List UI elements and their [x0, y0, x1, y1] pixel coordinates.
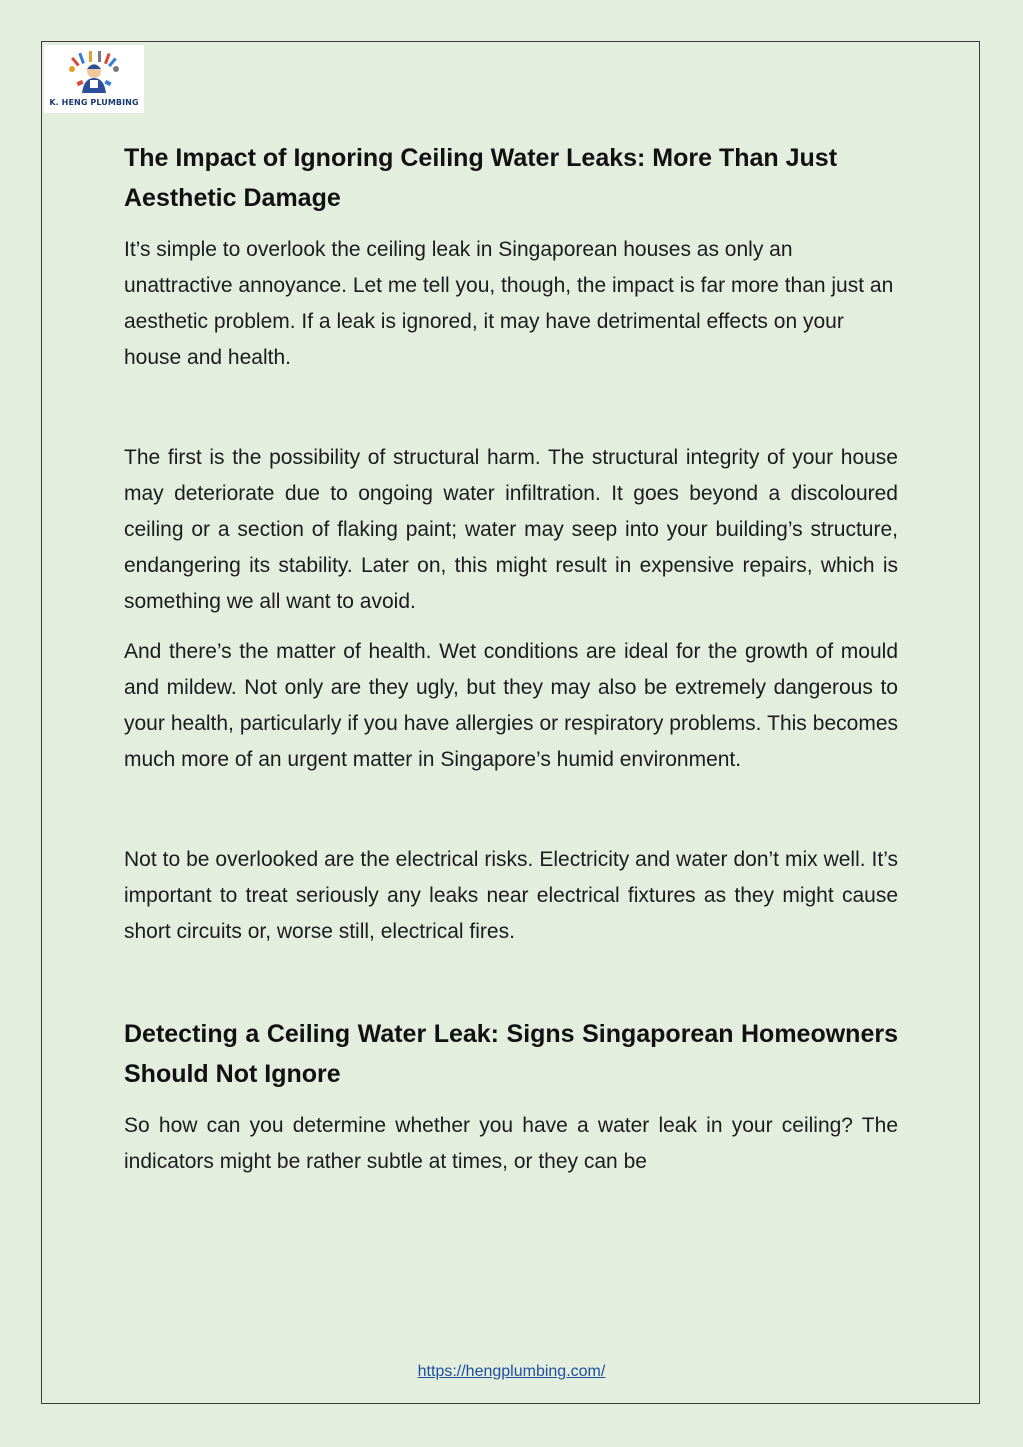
- paragraph-structural: The first is the possibility of structural harm. The structural integrity of your house may deteriorate due to ongoing water infiltration. It goes beyond a discoloured ceiling or a section of flaking paint; water may seep into your building’s structure, endangering its stability. Later on, this might result in expensive repairs, which is something we all want to avoid.: [124, 446, 898, 613]
- section-heading-detecting: Detecting a Ceiling Water Leak: Signs Singaporean Homeowners Should Not Ignore: [124, 1020, 898, 1088]
- website-link[interactable]: https://hengplumbing.com/: [417, 1363, 606, 1380]
- logo-text: K. HENG PLUMBING: [49, 98, 139, 107]
- company-logo: [44, 45, 144, 113]
- paragraph-detecting: So how can you determine whether you have a water leak in your ceiling? The indicators might be rather subtle at times, or they can be: [124, 1114, 898, 1173]
- paragraph-electrical: Not to be overlooked are the electrical risks. Electricity and water don’t mix well. It’s important to treat seriously any leaks near electrical fixtures as they might cause short circuits or, worse still, electrical fires.: [124, 848, 898, 943]
- section-heading-impact: The Impact of Ignoring Ceiling Water Leaks: More Than Just Aesthetic Damage: [124, 144, 838, 212]
- paragraph-health: And there’s the matter of health. Wet conditions are ideal for the growth of mould and mildew. Not only are they ugly, but they may also be extremely dangerous to your health, particularly if you have allergies or respiratory problems. This becomes much more of an urgent matter in Singapore’s humid environment.: [124, 640, 898, 771]
- paragraph-intro: It’s simple to overlook the ceiling leak in Singaporean houses as only an unattractive annoyance. Let me tell you, though, the impact is far more than just an aesthetic problem. If a leak is ignored, it may have detrimental effects on your house and health.: [124, 238, 894, 369]
- article-content: [124, 138, 898, 1194]
